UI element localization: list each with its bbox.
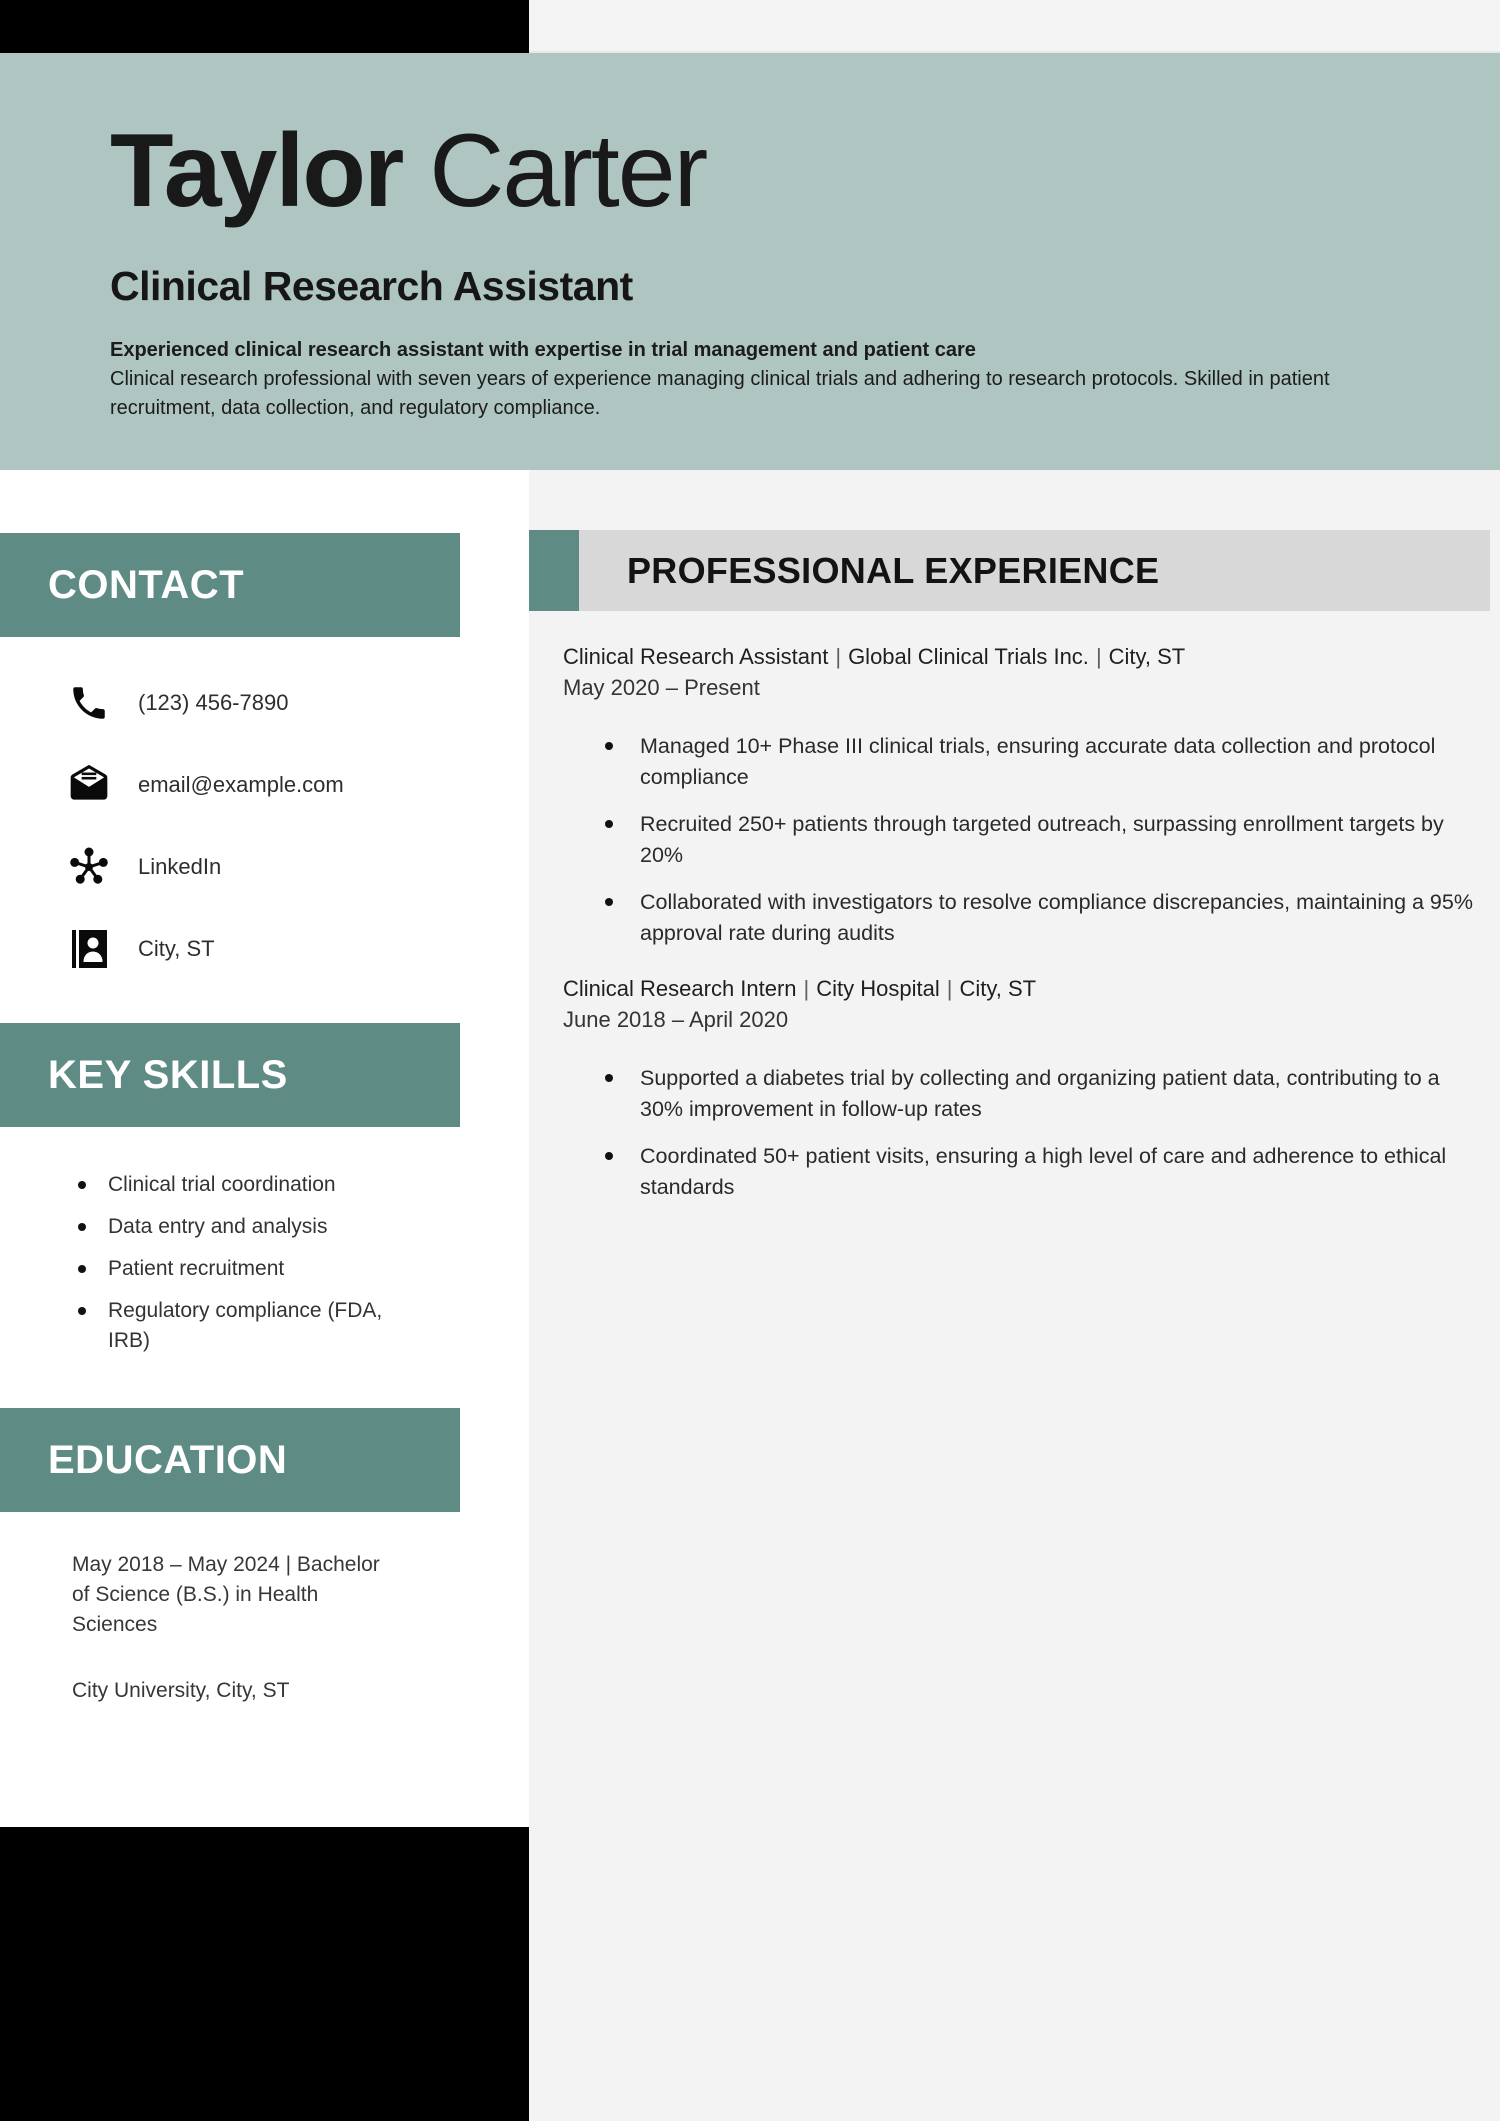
education-section-header: [0, 1408, 460, 1512]
separator: |: [946, 976, 953, 1001]
job-role: Clinical Research Intern: [563, 976, 797, 1001]
hero-header: [0, 53, 1500, 470]
skill-item: [78, 1254, 408, 1284]
contact-row-email: [66, 760, 344, 810]
job-dates: June 2018 – April 2020: [563, 1007, 789, 1032]
job-company: Global Clinical Trials Inc.: [848, 644, 1089, 669]
bullet-dot: [605, 1152, 613, 1160]
education-degree: May 2018 – May 2024 | Bachelor of Science (B.S.) in Health Sciences: [72, 1553, 380, 1636]
separator: |: [835, 644, 842, 669]
experience-header-bar: [579, 530, 1490, 611]
job-bullet: [563, 1141, 1481, 1203]
skill-label: Patient recruitment: [108, 1257, 285, 1280]
contact-row-location: [66, 924, 344, 974]
job-bullet: [563, 1063, 1481, 1125]
top-right-strip: [529, 0, 1500, 53]
bullet-dot: [78, 1181, 86, 1189]
contact-list: [66, 678, 344, 1006]
bullet-dot: [605, 742, 613, 750]
job-location: City, ST: [959, 976, 1037, 1001]
job-bullets: [563, 731, 1481, 949]
bullet-dot: [605, 820, 613, 828]
bullet-dot: [78, 1265, 86, 1273]
summary-lead: Experienced clinical research assistant with expertise in trial management and patient care: [110, 339, 976, 362]
first-name: Taylor: [110, 113, 403, 229]
candidate-role: Clinical Research Assistant: [110, 263, 633, 310]
candidate-name: [110, 115, 1400, 227]
job-company: City Hospital: [816, 976, 940, 1001]
skill-item: [78, 1296, 408, 1356]
separator: |: [803, 976, 810, 1001]
key-skills-section-header: [0, 1023, 460, 1127]
job-bullet: [563, 809, 1481, 871]
job-bullet: [563, 887, 1481, 949]
job-bullet: [563, 731, 1481, 793]
footer-black-block: [0, 1827, 529, 2121]
separator: |: [1095, 644, 1102, 669]
contact-section-header: [0, 533, 460, 637]
bullet-text: Managed 10+ Phase III clinical trials, ensuring accurate data collection and protocol compliance: [640, 734, 1436, 789]
address-book-icon: [66, 924, 112, 974]
linkedin-label: LinkedIn: [138, 854, 222, 879]
education-school: City University, City, ST: [72, 1679, 290, 1702]
job-bullets: [563, 1063, 1481, 1203]
experience-accent-block: [529, 530, 579, 611]
bullet-text: Supported a diabetes trial by collecting and organizing patient data, contributing to a 30% improvement in follow-up rates: [640, 1066, 1440, 1121]
contact-row-linkedin: [66, 842, 344, 892]
bullet-dot: [78, 1223, 86, 1231]
bullet-dot: [605, 898, 613, 906]
location-label: City, ST: [138, 936, 215, 961]
job-title-line: [563, 975, 1481, 1003]
phone-number: (123) 456-7890: [138, 690, 289, 715]
job-entry: [563, 643, 1481, 965]
summary-body: Clinical research professional with seven years of experience managing clinical trials and adhering to research protocols. Skilled in patient recruitment, data collection, and regulatory compliance.: [110, 368, 1330, 420]
sidebar: [0, 470, 529, 1827]
bullet-dot: [78, 1307, 86, 1315]
bullet-dot: [605, 1074, 613, 1082]
contact-row-phone: [66, 678, 344, 728]
job-dates: May 2020 – Present: [563, 675, 760, 700]
email-address: email@example.com: [138, 772, 344, 797]
job-entry: [563, 975, 1481, 1219]
key-skills-heading: KEY SKILLS: [48, 1052, 288, 1097]
job-title-line: [563, 643, 1481, 671]
network-icon: [66, 842, 112, 892]
job-location: City, ST: [1108, 644, 1186, 669]
skill-label: Regulatory compliance (FDA, IRB): [108, 1299, 383, 1352]
skill-label: Clinical trial coordination: [108, 1173, 336, 1196]
bullet-text: Recruited 250+ patients through targeted outreach, surpassing enrollment targets by 20%: [640, 812, 1444, 867]
contact-heading: CONTACT: [48, 562, 245, 607]
summary: [110, 336, 1405, 423]
skill-label: Data entry and analysis: [108, 1215, 328, 1238]
experience-heading: PROFESSIONAL EXPERIENCE: [627, 549, 1160, 591]
bullet-text: Collaborated with investigators to resolve compliance discrepancies, maintaining a 95% approval rate during audits: [640, 890, 1473, 945]
last-name: Carter: [429, 113, 707, 229]
skill-item: [78, 1212, 408, 1242]
email-icon: [66, 760, 112, 810]
main-column: [529, 470, 1500, 2121]
skill-item: [78, 1170, 408, 1200]
phone-icon: [66, 678, 112, 728]
education-heading: EDUCATION: [48, 1437, 288, 1482]
bullet-text: Coordinated 50+ patient visits, ensuring a high level of care and adherence to ethical standards: [640, 1144, 1447, 1199]
job-role: Clinical Research Assistant: [563, 644, 829, 669]
skills-list: [78, 1170, 408, 1368]
top-black-bar: [0, 0, 529, 53]
